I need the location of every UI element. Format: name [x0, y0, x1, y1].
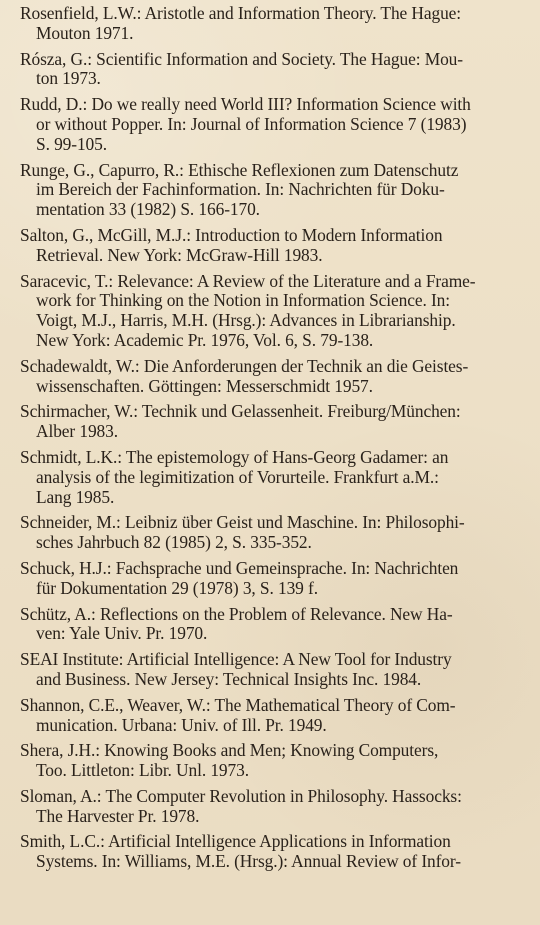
entry-line: ven: Yale Univ. Pr. 1970.	[36, 623, 208, 644]
entry-line: analysis of the legimitization of Vorurteile. Frankfurt a.M.:	[36, 466, 439, 487]
bibliography-entry	[20, 605, 526, 645]
entry-line: Shera, J.H.: Knowing Books and Men; Knowing Computers,	[20, 740, 439, 761]
entry-line: ton 1973.	[36, 68, 101, 89]
entry-line: Sloman, A.: The Computer Revolution in Philosophy. Hassocks:	[20, 785, 462, 806]
entry-line: wissenschaften. Göttingen: Messerschmidt 1957.	[36, 375, 373, 396]
entry-line: Systems. In: Williams, M.E. (Hrsg.): Annual Review of Infor-	[36, 851, 461, 872]
entry-line: im Bereich der Fachinformation. In: Nachrichten für Doku-	[36, 179, 445, 200]
entry-line: S. 99-105.	[36, 133, 107, 154]
bibliography-entry	[20, 832, 526, 872]
bibliography-entry	[20, 787, 526, 827]
entry-line: Saracevic, T.: Relevance: A Review of the Literature and a Frame-	[20, 270, 476, 291]
entry-line: Voigt, M.J., Harris, M.H. (Hrsg.): Advances in Librarianship.	[36, 310, 456, 331]
bibliography-entry	[20, 559, 526, 599]
entry-line: work for Thinking on the Notion in Information Science. In:	[36, 290, 450, 311]
entry-line: and Business. New Jersey: Technical Insights Inc. 1984.	[36, 668, 422, 689]
entry-line: Rudd, D.: Do we really need World III? Information Science with	[20, 94, 471, 115]
bibliography-entry	[20, 357, 526, 397]
entry-line: Schadewaldt, W.: Die Anforderungen der Technik an die Geistes-	[20, 355, 469, 376]
entry-line: Alber 1983.	[36, 421, 118, 442]
entry-line: New York: Academic Pr. 1976, Vol. 6, S. 79-138.	[36, 329, 374, 350]
entry-line: Runge, G., Capurro, R.: Ethische Reflexionen zum Datenschutz	[20, 159, 459, 180]
entry-line: Rósza, G.: Scientific Information and Society. The Hague: Mou-	[20, 48, 463, 69]
entry-line: sches Jahrbuch 82 (1985) 2, S. 335-352.	[36, 532, 312, 553]
entry-line: munication. Urbana: Univ. of Ill. Pr. 1949.	[36, 714, 327, 735]
entry-line: Mouton 1971.	[36, 22, 134, 43]
bibliography-entry	[20, 448, 526, 507]
bibliography-entry	[20, 741, 526, 781]
entry-line: or without Popper. In: Journal of Information Science 7 (1983)	[36, 113, 467, 134]
entry-line: Schneider, M.: Leibniz über Geist und Maschine. In: Philosophi-	[20, 512, 465, 533]
entry-line: mentation 33 (1982) S. 166-170.	[36, 199, 260, 220]
entry-line: Lang 1985.	[36, 486, 115, 507]
bibliography-entry	[20, 513, 526, 553]
bibliography-entry	[20, 161, 526, 220]
entry-line: Schmidt, L.K.: The epistemology of Hans-Georg Gadamer: an	[20, 446, 449, 467]
entry-line: Schuck, H.J.: Fachsprache und Gemeinsprache. In: Nachrichten	[20, 557, 459, 578]
bibliography-entry	[20, 650, 526, 690]
bibliography-entry	[20, 696, 526, 736]
bibliography-entry	[20, 95, 526, 154]
entry-line: für Dokumentation 29 (1978) 3, S. 139 f.	[36, 577, 318, 598]
bibliography-list	[20, 4, 526, 872]
entry-line: Retrieval. New York: McGraw-Hill 1983.	[36, 244, 323, 265]
entry-line: Smith, L.C.: Artificial Intelligence Applications in Information	[20, 831, 451, 852]
entry-line: Rosenfield, L.W.: Aristotle and Information Theory. The Hague:	[20, 3, 462, 23]
entry-line: Shannon, C.E., Weaver, W.: The Mathematical Theory of Com-	[20, 694, 456, 715]
entry-line: Salton, G., McGill, M.J.: Introduction to Modern Information	[20, 224, 443, 245]
entry-line: SEAI Institute: Artificial Intelligence: A New Tool for Industry	[20, 649, 452, 670]
bibliography-entry	[20, 272, 526, 351]
bibliography-entry	[20, 402, 526, 442]
bibliography-entry	[20, 226, 526, 266]
bibliography-entry	[20, 4, 526, 44]
entry-line: Schütz, A.: Reflections on the Problem of Relevance. New Ha-	[20, 603, 453, 624]
entry-line: The Harvester Pr. 1978.	[36, 805, 200, 826]
entry-line: Too. Littleton: Libr. Unl. 1973.	[36, 760, 249, 781]
bibliography-entry	[20, 50, 526, 90]
entry-line: Schirmacher, W.: Technik und Gelassenheit. Freiburg/München:	[20, 401, 461, 422]
